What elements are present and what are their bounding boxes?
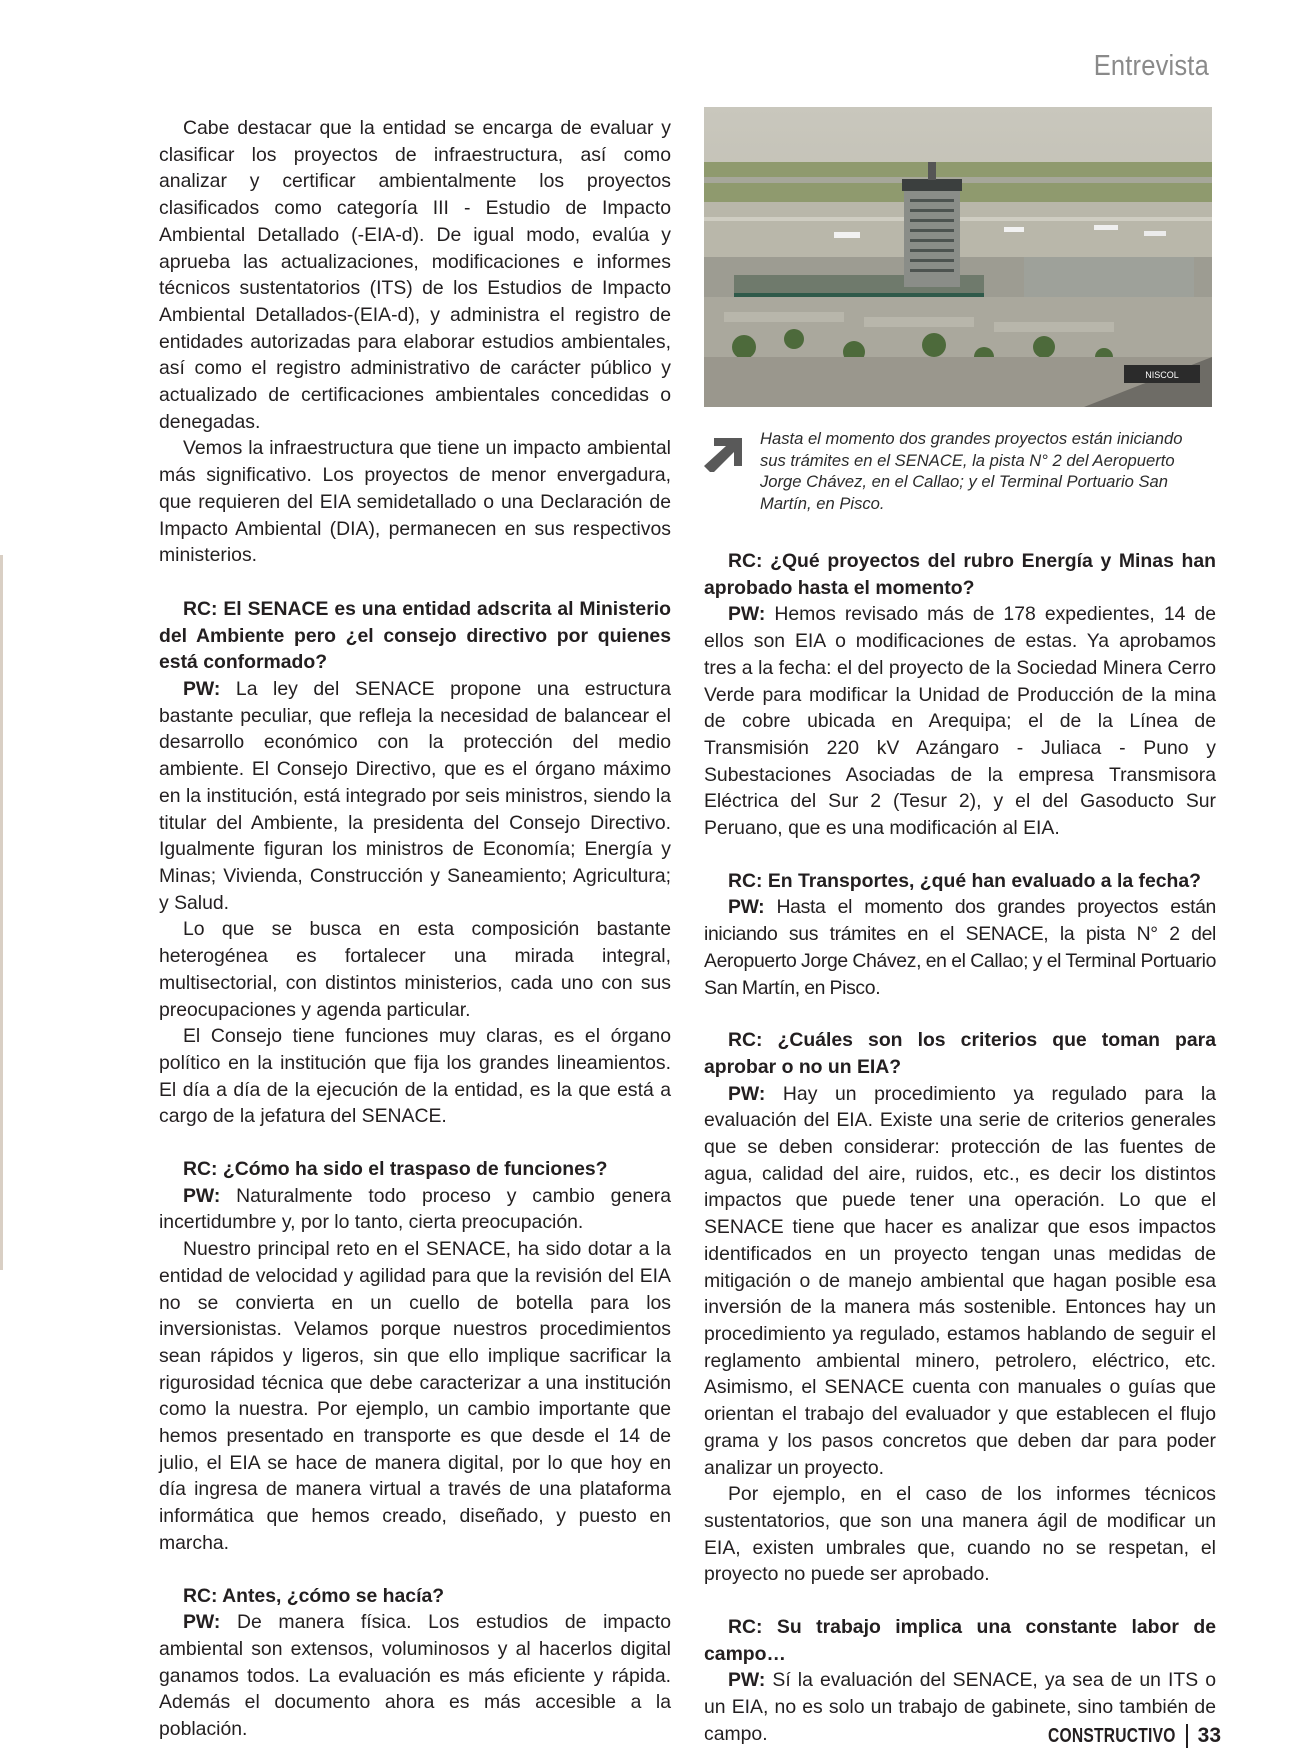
left-column bbox=[159, 115, 671, 1743]
paragraph: Por ejemplo, en el caso de los informes técnicos sustentatorios, que son una manera ágil de modificar un EIA, existen umbrales que, cuando no se respetan, el proyecto no puede ser aprobado. bbox=[704, 1483, 1216, 1586]
question: RC: Su trabajo implica una constante labor de campo… bbox=[704, 1616, 1216, 1665]
page-footer bbox=[1012, 1724, 1221, 1748]
answer-text: La ley del SENACE propone una estructura bastante peculiar, que refleja la necesidad de balancear el desarrollo económico con la protección del medio ambiente. El Consejo Directivo, que es el órgano máximo en la institución, está integrado por seis ministros, siendo la titular del Ambiente, la presidenta del Consejo Directivo. Igualmente figuran los ministros de Economía; Energía y Minas; Vivienda, Construcción y Saneamiento; Agricultura; y Salud. bbox=[159, 678, 671, 914]
paragraph: Vemos la infraestructura que tiene un impacto ambiental más significativo. Los proyectos de menor envergadura, que requieren del EIA semidetallado o una Declaración de Impacto Ambiental (DIA), permanecen en sus respectivos ministerios. bbox=[159, 437, 671, 567]
speaker-label: PW: bbox=[728, 1669, 766, 1692]
speaker-label: PW: bbox=[728, 896, 765, 919]
answer-text: Hasta el momento dos grandes proyectos están iniciando sus trámites en el SENACE, la pista N° 2 del Aeropuerto Jorge Chávez, en el Callao; y el Terminal Portuario San Martín, en Pisco. bbox=[704, 896, 1216, 999]
right-column bbox=[704, 548, 1216, 1748]
airport-photo bbox=[704, 107, 1212, 407]
answer-text: De manera física. Los estudios de impacto ambiental son extensos, voluminosos y al hacerlos digital ganamos todos. La evaluación es más eficiente y rápida. Además el documento ahora es más accesible a la población. bbox=[159, 1611, 671, 1741]
question: RC: ¿Cómo ha sido el traspaso de funciones? bbox=[183, 1158, 608, 1181]
question: RC: ¿Qué proyectos del rubro Energía y Minas han aprobado hasta el momento? bbox=[704, 550, 1216, 599]
answer-text: Sí la evaluación del SENACE, ya sea de un ITS o un EIA, no es solo un trabajo de gabinete, sino también de campo. bbox=[704, 1669, 1216, 1745]
answer bbox=[704, 1081, 1216, 1482]
paragraph: Lo que se busca en esta composición bastante heterogénea es fortalecer una mirada integral, multisectorial, con distintos ministerios, cada uno con sus preocupaciones y agenda particular. bbox=[159, 918, 671, 1021]
answer bbox=[704, 894, 1216, 1001]
answer-text: Hemos revisado más de 178 expedientes, 14 de ellos son EIA o modificaciones de estas. Ya aprobamos tres a la fecha: el del proyecto de la Sociedad Minera Cerro Verde para modificar la Unidad de Producción de la mina de cobre ubicada en Arequipa; el de la Línea de Transmisión 220 kV Azángaro - Juliaca - Puno y Subestaciones Asociadas de la empresa Transmisora Eléctrica del Sur 2 (Tesur 2), y el del Gasoducto Sur Peruano, que es una modificación al EIA. bbox=[704, 603, 1216, 840]
paragraph: Nuestro principal reto en el SENACE, ha sido dotar a la entidad de velocidad y agilidad para que la revisión del EIA no se convierta en un cuello de botella para los inversionistas. Velamos porque nuestros procedimientos sean rápidos y ligeros, sin que ello implique sacrificar la rigurosidad técnica que debe caracterizar a una institución como la nuestra. Por ejemplo, un cambio importante que hemos presentado en transporte es que desde el 14 de julio, el EIA se hace de manera digital, por lo que hoy en día ingresa de manera virtual a través de una plataforma informática que hemos creado, diseñado, y puesto en marcha. bbox=[159, 1238, 671, 1554]
page-number: 33 bbox=[1197, 1724, 1221, 1747]
answer bbox=[704, 601, 1216, 841]
question: RC: El SENACE es una entidad adscrita al Ministerio del Ambiente pero ¿el consejo directivo por quienes está conformado? bbox=[159, 597, 671, 674]
magazine-brand: CONSTRUCTIVO bbox=[1048, 1724, 1176, 1747]
answer-text: Naturalmente todo proceso y cambio genera incertidumbre y, por lo tanto, cierta preocupación. bbox=[159, 1184, 671, 1234]
paragraph: El Consejo tiene funciones muy claras, es el órgano político en la institución que fija los grandes lineamientos. El día a día de la ejecución de la entidad, es la que está a cargo de la jefatura del SENACE. bbox=[159, 1025, 671, 1128]
footer-divider bbox=[1186, 1724, 1188, 1748]
speaker-label: PW: bbox=[183, 1184, 221, 1207]
section-label: Entrevista bbox=[1093, 50, 1209, 82]
answer-text: Hay un procedimiento ya regulado para la evaluación del EIA. Existe una serie de criterios generales que se deben considerar: protección de las fuentes de agua, calidad del aire, ruidos, etc., es decir los distintos impactos que puede tener una operación. Lo que el SENACE tiene que hacer es analizar que esos impactos identificados en un proyecto tengan unas medidas de mitigación o de manejo ambiental que hagan posible esa inversión de la manera más sostenible. Entonces hay un procedimiento ya regulado, estamos hablando de seguir el reglamento ambiental minero, petrolero, eléctrico, etc. Asimismo, el SENACE cuenta con manuales o guías que orientan el trabajo del evaluador y que establecen el flujo grama y los pasos concretos que deben dar para poder analizar un proyecto. bbox=[704, 1082, 1216, 1479]
paragraph: Cabe destacar que la entidad se encarga de evaluar y clasificar los proyectos de infraestructura, así como analizar y certificar ambientalmente los proyectos clasificados como categoría III - Estudio de Impacto Ambiental Detallado (-EIA-d). De igual modo, evalúa y aprueba las actualizaciones, modificaciones e informes técnicos sustentatorios (ITS) de los Estudios de Impacto Ambiental Detallados-(EIA-d), y administra el registro de entidades autorizadas para elaborar estudios ambientales, así como el registro administrativo de carácter público y actualizado de certificaciones ambientales concedidas o denegadas. bbox=[159, 117, 671, 433]
speaker-label: PW: bbox=[728, 1082, 766, 1105]
answer bbox=[159, 676, 671, 916]
speaker-label: PW: bbox=[728, 603, 766, 626]
speaker-label: PW: bbox=[183, 1611, 221, 1634]
answer bbox=[159, 1609, 671, 1743]
airport-aerial-illustration bbox=[704, 107, 1212, 407]
arrow-up-right-icon bbox=[704, 432, 744, 472]
billboard-text: NISCOL bbox=[1145, 370, 1179, 380]
question: RC: ¿Cuáles son los criterios que toman para aprobar o no un EIA? bbox=[704, 1029, 1216, 1078]
question: RC: En Transportes, ¿qué han evaluado a la fecha? bbox=[728, 869, 1202, 892]
margin-rule bbox=[0, 555, 3, 1270]
photo-caption: Hasta el momento dos grandes proyectos están iniciando sus trámites en el SENACE, la pista N° 2 del Aeropuerto Jorge Chávez, en el Callao; y el Terminal Portuario San Martín, en Pisco. bbox=[760, 429, 1183, 513]
speaker-label: PW: bbox=[183, 678, 221, 701]
answer bbox=[159, 1183, 671, 1236]
question: RC: Antes, ¿cómo se hacía? bbox=[183, 1584, 445, 1607]
